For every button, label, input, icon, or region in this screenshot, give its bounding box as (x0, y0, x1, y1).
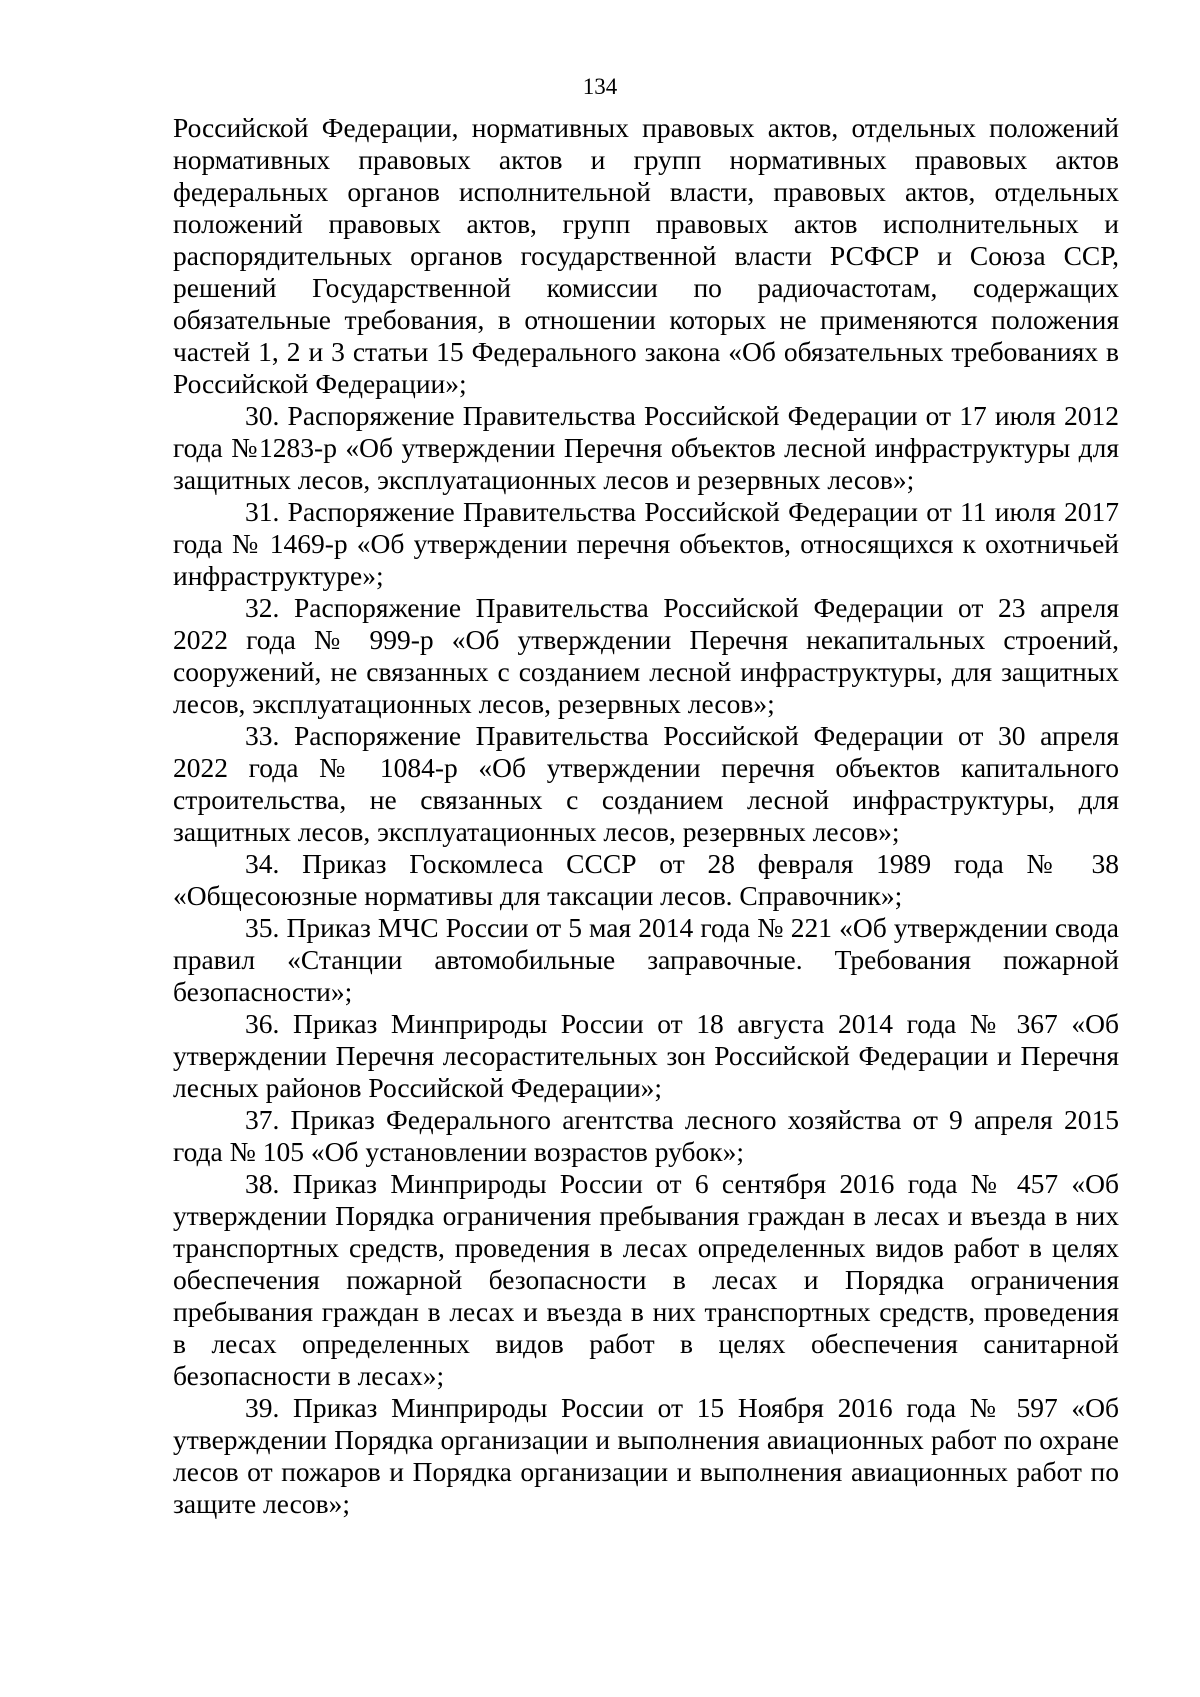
list-item-36: 36. Приказ Минприроды России от 18 августа 2014 года № 367 «Об утверждении Перечня лесорастительных зон Российской Федерации и Перечня лесных районов Российской Федерации»; (173, 1008, 1119, 1103)
list-item-35: 35. Приказ МЧС России от 5 мая 2014 года № 221 «Об утверждении свода правил «Станции автомобильные заправочные. Требования пожарной безопасности»; (173, 912, 1119, 1007)
list-item-32: 32. Распоряжение Правительства Российской Федерации от 23 апреля 2022 года № 999-р «Об утверждении Перечня некапитальных строений, сооружений, не связанных с созданием лесной инфраструктуры, для защитных лесов, эксплуатационных лесов, резервных лесов»; (173, 592, 1119, 719)
list-item-33: 33. Распоряжение Правительства Российской Федерации от 30 апреля 2022 года № 1084-р «Об утверждении перечня объектов капитального строительства, не связанных с созданием лесной инфраструктуры, для защитных лесов, эксплуатационных лесов, резервных лесов»; (173, 720, 1119, 847)
list-item-38: 38. Приказ Минприроды России от 6 сентября 2016 года № 457 «Об утверждении Порядка ограничения пребывания граждан в лесах и въезда в них транспортных средств, проведения в лесах определенных видов работ в целях обеспечения пожарной безопасности в лесах и Порядка ограничения пребывания граждан в лесах и въезда в них транспортных средств, проведения в лесах определенных видов работ в целях обеспечения санитарной безопасности в лесах»; (173, 1168, 1119, 1391)
list-item-34: 34. Приказ Госкомлеса СССР от 28 февраля 1989 года № 38 «Общесоюзные нормативы для таксации лесов. Справочник»; (173, 848, 1119, 911)
document-body (173, 112, 1119, 1520)
list-item-39: 39. Приказ Минприроды России от 15 Ноября 2016 года № 597 «Об утверждении Порядка организации и выполнения авиационных работ по охране лесов от пожаров и Порядка организации и выполнения авиационных работ по защите лесов»; (173, 1392, 1119, 1519)
page-number: 134 (582, 74, 618, 99)
list-item-37: 37. Приказ Федерального агентства лесного хозяйства от 9 апреля 2015 года № 105 «Об установлении возрастов рубок»; (173, 1104, 1119, 1167)
list-item-30: 30. Распоряжение Правительства Российской Федерации от 17 июля 2012 года №1283-р «Об утверждении Перечня объектов лесной инфраструктуры для защитных лесов, эксплуатационных лесов и резервных лесов»; (173, 400, 1119, 495)
list-item-31: 31. Распоряжение Правительства Российской Федерации от 11 июля 2017 года № 1469-р «Об утверждении перечня объектов, относящихся к охотничьей инфраструктуре»; (173, 496, 1119, 591)
paragraph-continuation: Российской Федерации, нормативных правовых актов, отдельных положений нормативных правовых актов и групп нормативных правовых актов федеральных органов исполнительной власти, правовых актов, отдельных положений правовых актов, групп правовых актов исполнительных и распорядительных органов государственной власти РСФСР и Союза ССР, решений Государственной комиссии по радиочастотам, содержащих обязательные требования, в отношении которых не применяются положения частей 1, 2 и 3 статьи 15 Федерального закона «Об обязательных требованиях в Российской Федерации»; (173, 112, 1119, 399)
